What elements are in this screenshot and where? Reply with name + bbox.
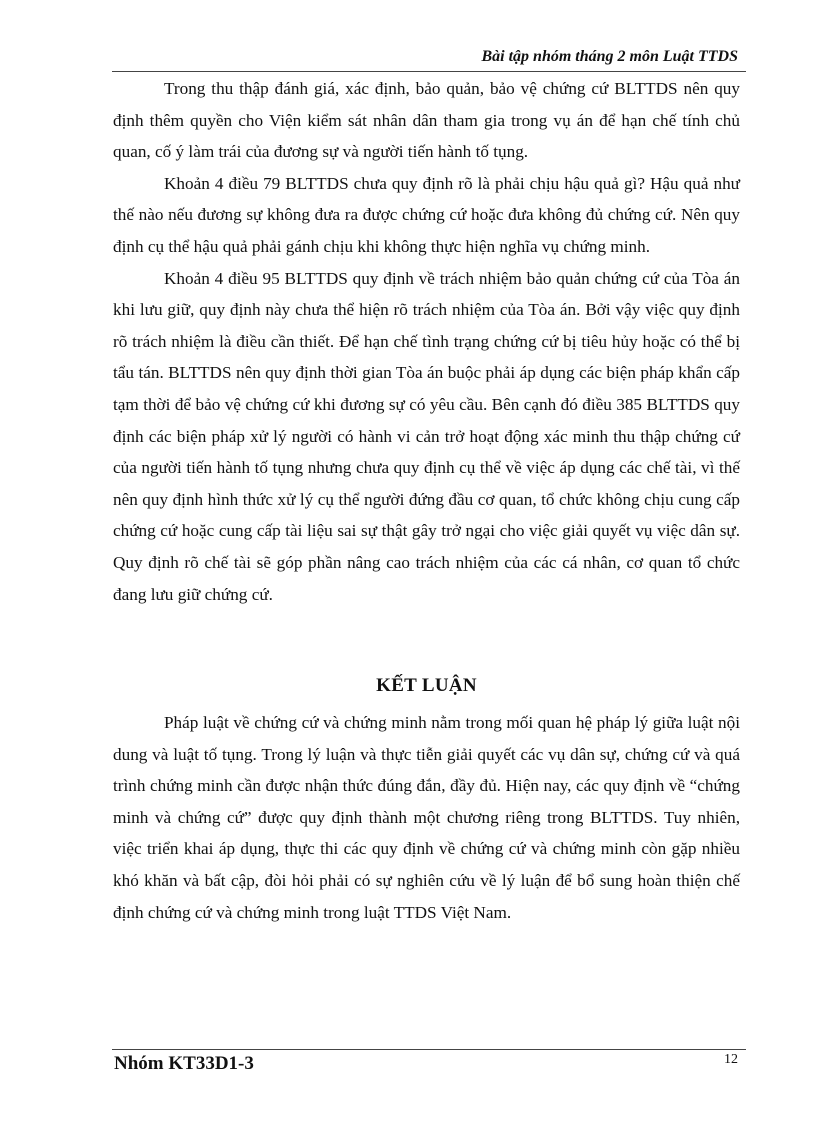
conclusion-section: [113, 707, 740, 928]
running-header-title: Bài tập nhóm tháng 2 môn Luật TTDS: [481, 48, 738, 65]
header-rule: [112, 71, 746, 72]
conclusion-heading: KẾT LUẬN: [376, 675, 477, 696]
paragraph-conclusion: Pháp luật về chứng cứ và chứng minh nằm trong mối quan hệ pháp lý giữa luật nội dung và luật tố tụng. Trong lý luận và thực tiễn giải quyết các vụ dân sự, chứng cứ và quá trình chứng minh cần được nhận thức đúng đắn, đầy đủ. Hiện nay, các quy định về “chứng minh và chứng cứ” được quy định thành một chương riêng trong BLTTDS. Tuy nhiên, việc triển khai áp dụng, thực thi các quy định về chứng cứ và chứng minh còn gặp nhiều khó khăn và bất cập, đòi hỏi phải có sự nghiên cứu về lý luận để bổ sung hoàn thiện chế định chứng cứ và chứng minh trong luật TTDS Việt Nam.: [113, 713, 740, 922]
footer-group-name: Nhóm KT33D1-3: [114, 1053, 254, 1074]
footer-rule: [112, 1049, 746, 1050]
paragraph-procuracy: Trong thu thập đánh giá, xác định, bảo quản, bảo vệ chứng cứ BLTTDS nên quy định thêm quyền cho Viện kiểm sát nhân dân tham gia trong vụ án để hạn chế tính chủ quan, cố ý làm trái của đương sự và người tiến hành tố tụng.: [113, 79, 740, 162]
page-number: 12: [724, 1052, 738, 1067]
paragraph-article-95: Khoản 4 điều 95 BLTTDS quy định về trách nhiệm bảo quản chứng cứ của Tòa án khi lưu giữ, quy định này chưa thể hiện rõ trách nhiệm của Tòa án. Bởi vậy việc quy định rõ trách nhiệm là điều cần thiết. Để hạn chế tình trạng chứng cứ bị tiêu hủy hoặc có thể bị tẩu tán. BLTTDS nên quy định thời gian Tòa án buộc phải áp dụng các biện pháp khẩn cấp tạm thời để bảo vệ chứng cứ khi đương sự có yêu cầu. Bên cạnh đó điều 385 BLTTDS quy định các biện pháp xử lý người có hành vi cản trở hoạt động xác minh thu thập chứng cứ của người tiến hành tố tụng nhưng chưa quy định cụ thể về việc áp dụng các chế tài, vì thế nên quy định hình thức xử lý cụ thể người đứng đầu cơ quan, tổ chức không chịu cung cấp chứng cứ hoặc cung cấp tài liệu sai sự thật gây trở ngại cho việc giải quyết vụ việc dân sự. Quy định rõ chế tài sẽ góp phần nâng cao trách nhiệm của các cá nhân, cơ quan tổ chức đang lưu giữ chứng cứ.: [113, 268, 740, 604]
recommendations-section: [113, 73, 740, 610]
paragraph-article-79: Khoản 4 điều 79 BLTTDS chưa quy định rõ là phải chịu hậu quả gì? Hậu quả như thế nào nếu đương sự không đưa ra được chứng cứ hoặc đưa không đủ chứng cứ. Nên quy định cụ thể hậu quả phải gánh chịu khi không thực hiện nghĩa vụ chứng minh.: [113, 173, 740, 256]
